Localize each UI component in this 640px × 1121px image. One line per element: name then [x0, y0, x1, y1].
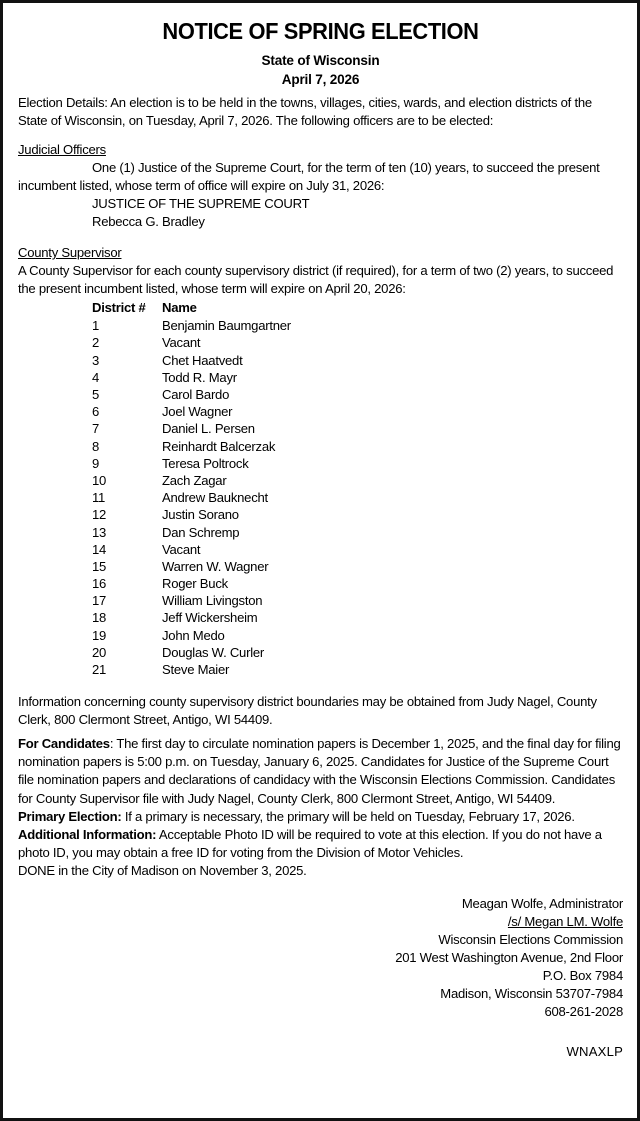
district-number-cell: 18 — [92, 610, 107, 626]
district-name-cell: William Livingston — [162, 593, 263, 609]
for-candidates-label: For Candidates — [18, 736, 110, 752]
county-supervisor-paragraph: A County Supervisor for each county supervisory district (if required), for a term of two (2) years, to succeed the present incumbent listed, whose term will expire on April 20, 2026: — [18, 263, 614, 297]
done-statement: DONE in the City of Madison on November 3, 2025. — [18, 862, 307, 878]
table-row — [92, 560, 291, 577]
district-name-cell: Steve Maier — [162, 662, 230, 678]
district-name-cell: Reinhardt Balcerzak — [162, 438, 276, 454]
district-name-cell: Todd R. Mayr — [162, 369, 237, 385]
district-name-cell: Daniel L. Persen — [162, 421, 255, 437]
county-supervisor-heading-wrap — [18, 244, 623, 262]
table-row — [92, 457, 291, 474]
additional-information-paragraph — [18, 826, 623, 862]
wnaxlp-code: WNAXLP — [566, 1044, 623, 1060]
table-row — [92, 577, 291, 594]
district-number-cell: 7 — [92, 421, 100, 437]
judicial-incumbent-name: Rebecca G. Bradley — [92, 213, 205, 229]
district-number-cell: 1 — [92, 318, 100, 334]
district-name-cell: Justin Sorano — [162, 507, 239, 523]
table-row — [92, 371, 291, 388]
district-name-cell: Benjamin Baumgartner — [162, 318, 291, 334]
district-name-cell: John Medo — [162, 627, 225, 643]
agency-name: Wisconsin Elections Commission — [438, 931, 623, 947]
table-row — [92, 663, 291, 680]
district-name-cell: Dan Schremp — [162, 524, 240, 540]
district-number-cell: 20 — [92, 644, 107, 660]
table-row — [92, 508, 291, 525]
table-row — [92, 440, 291, 457]
table-row — [92, 319, 291, 336]
agency-address: 201 West Washington Avenue, 2nd Floor — [395, 950, 623, 966]
district-name-cell: Joel Wagner — [162, 404, 233, 420]
judicial-office-title: JUSTICE OF THE SUPREME COURT — [92, 195, 310, 211]
signed-signature: /s/ Megan LM. Wolfe — [507, 913, 623, 929]
district-number-cell: 5 — [92, 387, 100, 403]
district-name-cell: Zach Zagar — [162, 472, 227, 488]
district-table — [92, 301, 291, 680]
for-candidates-body: : The first day to circulate nomination papers is December 1, 2025, and the final day for filing nomination papers is 5:00 p.m. on Tuesday, January 6, 2025. Candidates for Justice of the Supreme Court file nomination papers and declarations of candidacy with the Wisconsin Elections Commission. Candidates for County Supervisor file with Judy Nagel, County Clerk, 800 Clermont Street, Antigo, WI 54409. — [18, 736, 621, 806]
signature-block — [18, 895, 623, 1021]
table-row — [92, 611, 291, 628]
table-row — [92, 405, 291, 422]
district-number-cell: 16 — [92, 576, 107, 592]
table-row — [92, 526, 291, 543]
district-number-cell: 4 — [92, 369, 100, 385]
district-number-cell: 10 — [92, 472, 107, 488]
district-number-cell: 12 — [92, 507, 107, 523]
agency-po-box: P.O. Box 7984 — [542, 968, 623, 984]
district-number-cell: 21 — [92, 662, 107, 678]
table-row — [92, 543, 291, 560]
judicial-officers-heading: Judicial Officers — [18, 141, 106, 157]
additional-information-body: Acceptable Photo ID will be required to vote at this election. If you do not have a photo ID, you may obtain a free ID for voting from the Division of Motor Vehicles. — [18, 826, 602, 860]
additional-information-label: Additional Information: — [18, 826, 157, 842]
district-name-cell: Chet Haatvedt — [162, 352, 243, 368]
district-name-cell: Jeff Wickersheim — [162, 610, 258, 626]
table-row — [92, 422, 291, 439]
table-row — [92, 388, 291, 405]
district-name-cell: Andrew Bauknecht — [162, 490, 268, 506]
table-row — [92, 646, 291, 663]
district-name-cell: Vacant — [162, 541, 201, 557]
judicial-officers-heading-wrap — [18, 141, 623, 159]
district-name-cell: Teresa Poltrock — [162, 455, 249, 471]
district-name-cell: Douglas W. Curler — [162, 644, 264, 660]
district-number-cell: 14 — [92, 541, 107, 557]
primary-election-label: Primary Election: — [18, 808, 122, 824]
table-row — [92, 336, 291, 353]
primary-election-body: If a primary is necessary, the primary will be held on Tuesday, February 17, 2026. — [121, 808, 575, 824]
table-row — [92, 491, 291, 508]
judicial-officers-paragraph: One (1) Justice of the Supreme Court, for the term of ten (10) years, to succeed the present incumbent listed, whose term of office will expire on July 31, 2026: — [18, 159, 600, 193]
agency-phone: 608-261-2028 — [544, 1004, 623, 1020]
boundaries-paragraph: Information concerning county supervisory district boundaries may be obtained from Judy Nagel, County Clerk, 800 Clermont Street, Antigo, WI 54409. — [18, 694, 597, 728]
table-row — [92, 354, 291, 371]
district-number-cell: 9 — [92, 455, 100, 471]
county-supervisor-heading: County Supervisor — [18, 245, 122, 261]
table-header-row — [92, 301, 291, 319]
for-candidates-paragraph — [18, 735, 623, 807]
district-name-cell: Vacant — [162, 335, 201, 351]
signatory-name-title: Meagan Wolfe, Administrator — [461, 895, 623, 911]
signature-line-wrap — [18, 913, 623, 931]
column-header-district: District # — [92, 300, 146, 316]
election-details-paragraph: Election Details: An election is to be held in the towns, villages, cities, wards, and election districts of the State of Wisconsin, on Tuesday, April 7, 2026. The following officers are to be elected: — [18, 94, 592, 128]
district-name-cell: Warren W. Wagner — [162, 558, 269, 574]
district-number-cell: 2 — [92, 335, 100, 351]
district-number-cell: 11 — [92, 490, 106, 506]
district-number-cell: 6 — [92, 404, 100, 420]
table-row — [92, 629, 291, 646]
district-name-cell: Carol Bardo — [162, 387, 230, 403]
table-row — [92, 474, 291, 491]
subtitle-date: April 7, 2026 — [281, 71, 360, 87]
column-header-name: Name — [162, 300, 197, 316]
district-name-cell: Roger Buck — [162, 576, 228, 592]
primary-election-paragraph — [18, 808, 623, 826]
district-number-cell: 3 — [92, 352, 100, 368]
subtitle-state: State of Wisconsin — [261, 53, 380, 69]
district-number-cell: 17 — [92, 593, 107, 609]
district-table-body — [92, 319, 291, 680]
page-title: NOTICE OF SPRING ELECTION — [162, 18, 479, 44]
district-number-cell: 19 — [92, 627, 107, 643]
district-number-cell: 8 — [92, 438, 100, 454]
district-number-cell: 15 — [92, 558, 107, 574]
table-row — [92, 594, 291, 611]
agency-city-state-zip: Madison, Wisconsin 53707-7984 — [440, 986, 623, 1002]
district-number-cell: 13 — [92, 524, 107, 540]
